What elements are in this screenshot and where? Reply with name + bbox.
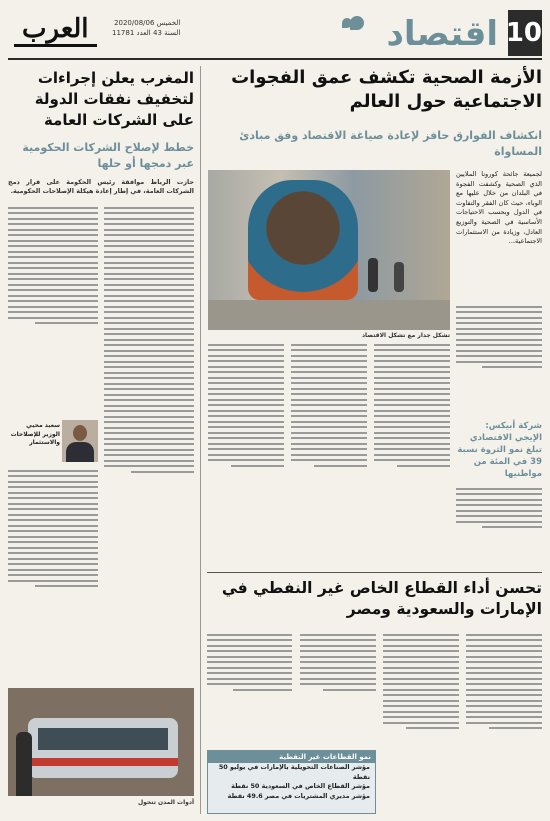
- main-photo-caption: تشكل جدار مع تشكل الاقتصاد: [361, 332, 450, 339]
- left-photo-caption: أدوات المدن تتحول: [137, 799, 194, 806]
- facts-item: مؤشر مديري المشتريات في مصر 49.6 نقطة: [227, 791, 370, 800]
- pull-quote-text: شركة أبيكس: الإيجي الاقتصادي تبلغ نمو الثروة نسبة 39 في المئة من مواطنيها: [457, 421, 542, 479]
- story-divider: [207, 572, 542, 573]
- pull-quote: [456, 420, 542, 478]
- left-photo: [8, 688, 194, 796]
- photo-tram-stripe: [28, 758, 178, 766]
- issue-number: السنة 43 العدد 11781: [112, 29, 181, 37]
- main-headline: الأزمة الصحية تكشف عمق الفجوات الاجتماعية حول العالم: [231, 67, 542, 112]
- main-body-column: [456, 302, 542, 414]
- main-body-column: [374, 340, 450, 565]
- photo-person: [16, 732, 32, 796]
- second-body-column: [466, 630, 542, 810]
- second-body-column: [300, 630, 376, 746]
- portrait-head: [73, 425, 87, 441]
- column-divider: [200, 66, 201, 814]
- left-body-column: [104, 203, 194, 683]
- main-lead-paragraph: لجميعة جائحة كورونا الملايين الذي الصحية وكشفت الفجوة في البلدان من خلال عليها مع الوباء، حيث كان الفقر والتفاوت في الدول وبحسب الاحتياجات الأساسية في الصحية والتوزيع العادل، وزيادة من الاستثمارات الاجتماعية...: [456, 170, 542, 246]
- header-divider: [8, 58, 542, 60]
- second-body-column: [383, 630, 459, 810]
- left-body-column: [8, 466, 98, 684]
- facts-item: مؤشر الصناعات التحويلية بالإمارات في يوليو 50 نقطة: [218, 763, 370, 781]
- facts-box-title: نمو القطاعات غير النفطية: [208, 751, 375, 763]
- second-headline: تحسن أداء القطاع الخاص غير النفطي في الإمارات والسعودية ومصر: [221, 579, 542, 618]
- left-body-column: [8, 203, 98, 418]
- facts-box: [207, 750, 376, 814]
- photo-mural: [248, 180, 358, 300]
- left-subheadline: خطط لإصلاح الشركات الحكومية عبر دمجها أو حلها: [22, 141, 194, 170]
- photo-person: [368, 258, 378, 292]
- section-title: اقتصاد: [386, 14, 498, 54]
- photo-ground: [208, 300, 450, 330]
- left-lead-paragraph: حازت الرباط موافقة رئيس الحكومة على قرار دمج الشركات العامة، في إطار إعادة هيكلة الإصلاحات الحكومية.: [8, 178, 194, 195]
- portrait-photo: [62, 420, 98, 462]
- main-body-column: [208, 340, 284, 565]
- left-headline: المغرب يعلن إجراءات لتخفيف نفقات الدولة على الشركات العامة: [34, 69, 194, 129]
- main-photo: [208, 170, 450, 330]
- issue-info: [112, 18, 180, 38]
- page-header: [8, 8, 542, 60]
- main-body-column: [456, 484, 542, 566]
- second-body-column: [207, 630, 292, 746]
- facts-item: مؤشر القطاع الخاص في السعودية 50 نقطة: [231, 782, 370, 790]
- photo-person: [394, 262, 404, 292]
- main-subheadline: انكشاف الفوارق حافز لإعادة صياغة الاقتصاد وفق مبادئ المساواة: [239, 129, 542, 158]
- section-logo-icon: [350, 16, 364, 30]
- portrait-caption: سعيد محيي الوزير للإصلاحات والاستثمار: [10, 422, 60, 446]
- photo-tram-window: [38, 728, 168, 750]
- masthead-logo: العرب: [14, 14, 97, 47]
- section-logo-dot-icon: [342, 18, 352, 28]
- portrait-body: [66, 442, 94, 462]
- page-number: 10: [508, 10, 542, 56]
- issue-date: الخميس 2020/08/06: [114, 19, 181, 27]
- main-body-column: [291, 340, 367, 565]
